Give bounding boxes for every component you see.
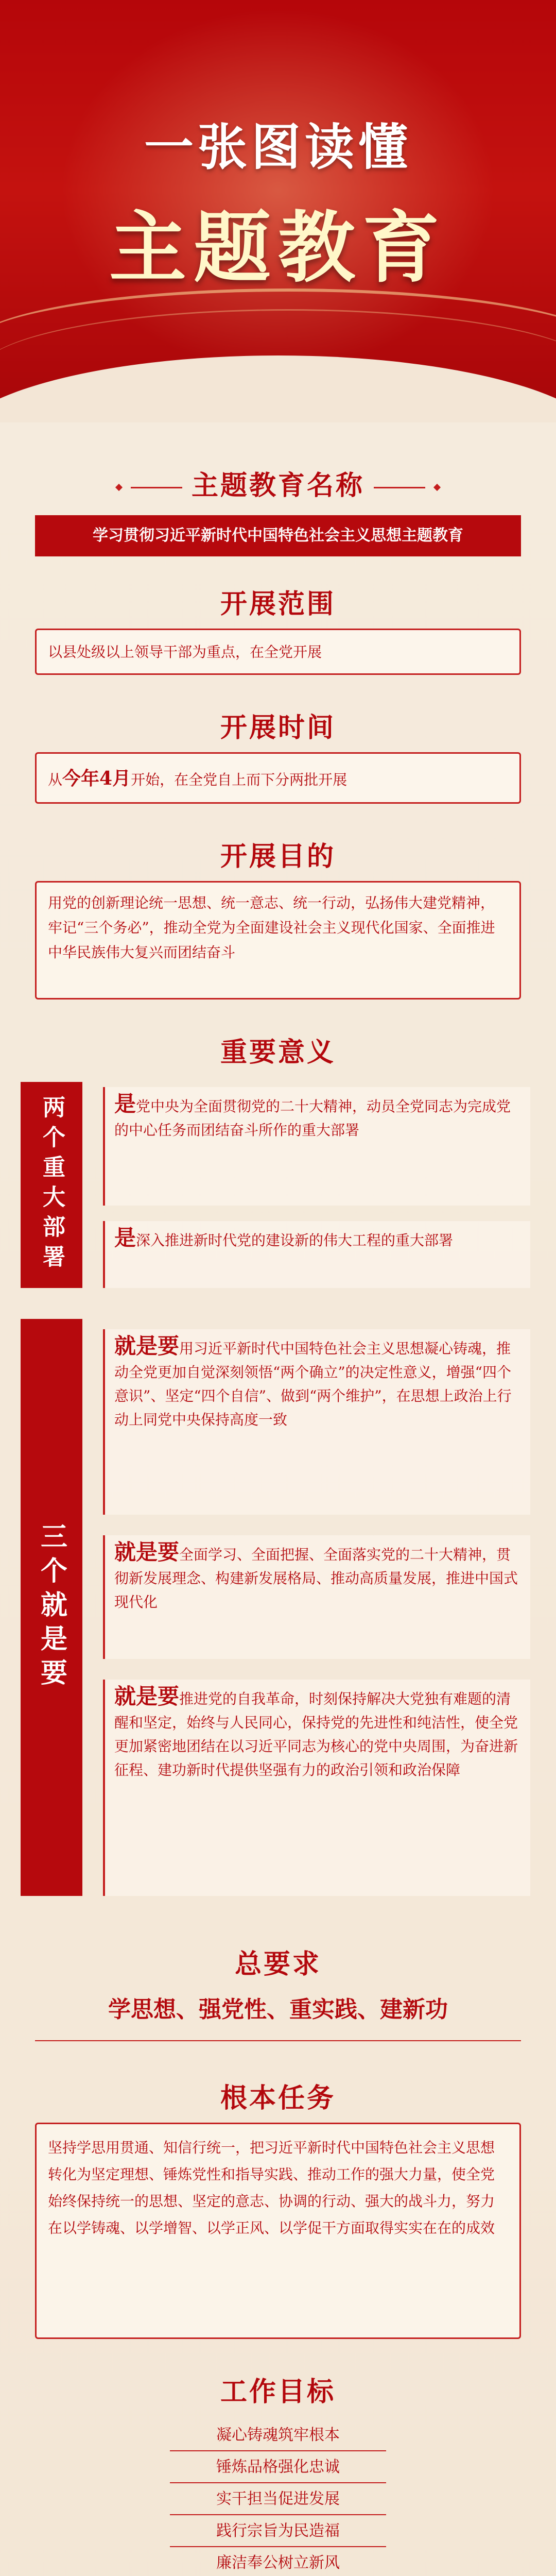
hero-title-line1: 一张图读懂	[144, 118, 412, 176]
task-box: 坚持学思用贯通、知信行统一，把习近平新时代中国特色社会主义思想转化为坚定理想、锤炼党性和指导实践、推动工作的强大力量，使全党始终保持统一的思想、坚定的意志、协调的行动、强大的战斗力，努力在以学铸魂、以学增智、以学正风、以学促干方面取得实实在在的成效	[35, 2123, 521, 2339]
scope-box: 以县处级以上领导干部为重点，在全党开展	[35, 629, 521, 675]
goal-item: 践行宗旨为民造福	[216, 2522, 340, 2540]
time-highlight: 今年4月	[62, 768, 131, 789]
section-title-name	[0, 464, 556, 502]
time-box	[35, 752, 521, 804]
decor-line	[374, 487, 425, 488]
goal-item: 廉洁奉公树立新风	[216, 2554, 340, 2572]
purpose-box: 用党的创新理论统一思想、统一意志、统一行动，弘扬伟大建党精神，牢记“三个务必”，推动全党为全面建设社会主义现代化国家、全面推进中华民族伟大复兴而团结奋斗	[35, 881, 521, 999]
goal-divider	[170, 2514, 386, 2515]
significance-group2-label: 三个就是要	[21, 1319, 82, 1896]
significance-text: 全面学习、全面把握、全面落实党的二十大精神，贯彻新发展理念、构建新发展格局、推动高质量发展，推进中国式现代化	[114, 1546, 518, 1611]
goal-item: 凝心铸魂筑牢根本	[216, 2426, 340, 2444]
time-prefix: 从	[48, 771, 63, 788]
section-title-goals: 工作目标	[220, 2377, 336, 2408]
significance-item	[103, 1680, 530, 1896]
significance-text: 用习近平新时代中国特色社会主义思想凝心铸魂，推动全党更加自觉深刻领悟“两个确立”的决定性意义，增强“四个意识”、坚定“四个自信”、做到“两个维护”，在思想上政治上行动上同党中央保持高度一致	[114, 1340, 512, 1428]
significance-key: 是	[114, 1091, 136, 1116]
section-title-significance: 重要意义	[220, 1037, 336, 1068]
significance-key: 就是要	[114, 1684, 180, 1709]
significance-group1-label: 两个重大部署	[21, 1082, 82, 1288]
time-text: 开始，在全党自上而下分两批开展	[131, 771, 348, 788]
significance-key: 就是要	[114, 1539, 180, 1565]
section-title-text: 主题教育名称	[191, 470, 364, 501]
significance-key: 就是要	[114, 1333, 180, 1359]
hero-banner	[0, 0, 556, 422]
divider	[35, 2040, 521, 2041]
decor-diamond	[115, 484, 123, 491]
decor-diamond	[433, 484, 441, 491]
section-title-task: 根本任务	[220, 2083, 336, 2114]
section-title-scope: 开展范围	[220, 589, 336, 620]
goal-divider	[170, 2546, 386, 2547]
goal-divider	[170, 2482, 386, 2483]
significance-item	[103, 1329, 530, 1515]
significance-item	[103, 1221, 530, 1288]
significance-item	[103, 1535, 530, 1659]
significance-text: 党中央为全面贯彻党的二十大精神，动员全党同志为完成党的中心任务而团结奋斗所作的重大部署	[114, 1098, 511, 1139]
significance-item	[103, 1087, 530, 1206]
hero-title-line2: 主题教育	[109, 204, 447, 293]
section-title-general: 总要求	[234, 1949, 321, 1980]
section-title-purpose: 开展目的	[220, 841, 336, 872]
goal-divider	[170, 2450, 386, 2451]
significance-text: 推进党的自我革命，时刻保持解决大党独有难题的清醒和坚定，始终与人民同心，保持党的先进性和纯洁性，使全党更加紧密地团结在以习近平同志为核心的党中央周围，为奋进新征程、建功新时代提供坚强有力的政治引领和政治保障	[114, 1690, 518, 1778]
section-title-time: 开展时间	[220, 713, 336, 743]
goal-item: 锤炼品格强化忠诚	[216, 2458, 340, 2476]
general-text: 学思想、强党性、重实践、建新功	[108, 1996, 448, 2023]
significance-text: 深入推进新时代党的建设新的伟大工程的重大部署	[136, 1232, 454, 1249]
decor-line	[131, 487, 182, 488]
name-banner: 学习贯彻习近平新时代中国特色社会主义思想主题教育	[35, 515, 521, 556]
goal-item: 实干担当促进发展	[216, 2490, 340, 2508]
significance-key: 是	[114, 1225, 136, 1250]
